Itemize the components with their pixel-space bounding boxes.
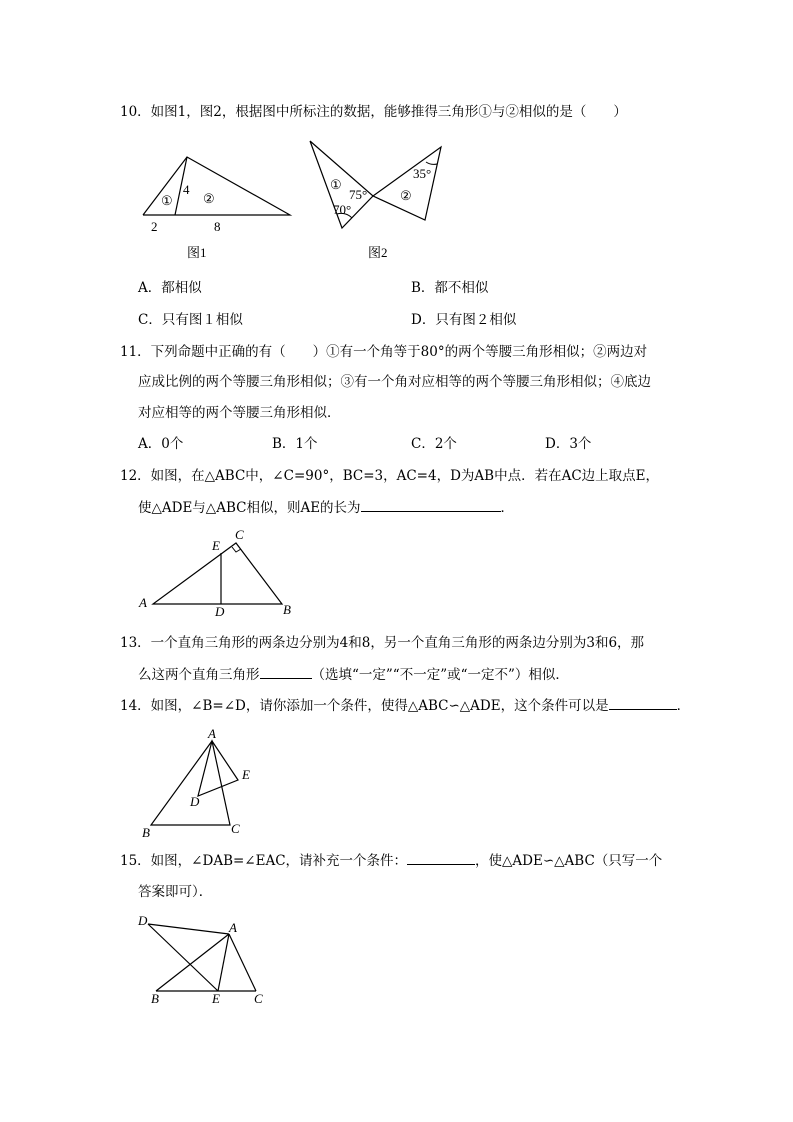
q11-line-1: 11．下列命题中正确的有（ ）①有一个角等于80°的两个等腰三角形相似；②两边对 [120, 344, 648, 360]
q15-point-e: E [212, 991, 220, 1006]
fig2-angle-35: 35° [413, 166, 432, 181]
q10-option-d: D．只有图２相似 [411, 312, 517, 328]
q11-option-d: D．3个 [545, 436, 592, 452]
fig2-angle-70: 70° [333, 202, 352, 217]
q13-line-2-end: （选填“一定”“不一定”或“一定不”）相似． [311, 667, 569, 683]
fig2-label-2: ② [400, 188, 412, 203]
q15-line-2: 答案即可）． [138, 884, 213, 900]
q14-point-b: B [142, 825, 150, 840]
q12-line-1: 12．如图，在△ABC中，∠C=90°，BC=3，AC=4，D为AB中点．若在AC边上取点E， [120, 468, 659, 484]
q14-point-e: E [242, 767, 250, 782]
fig1-side-8: 8 [214, 219, 221, 234]
q14-line-1-text: 14．如图，∠B=∠D，请你添加一个条件，使得△ABC∽△ADE，这个条件可以是 [120, 698, 609, 714]
q15-line-1-end: ，使△ADE∽△ABC（只写一个 [475, 853, 663, 869]
q15-point-c: C [254, 991, 263, 1006]
q15-point-d: D [138, 913, 148, 928]
q12-point-a: A [139, 595, 147, 610]
q11-line-3: 对应相等的两个等腰三角形相似． [138, 405, 341, 421]
q11-option-c: C．2个 [411, 436, 457, 452]
q15-point-a: A [229, 920, 237, 935]
q15-line-1-text: 15．如图，∠DAB=∠EAC，请补充一个条件： [120, 853, 408, 869]
fig2-angle-75: 75° [349, 187, 368, 202]
q12-line-2-text: 使△ADE与△ABC相似，则AE的长为 [138, 500, 361, 516]
q10-stem: 10．如图1，图2，根据图中所标注的数据，能够推得三角形①与②相似的是（ ） [120, 104, 627, 120]
q11-option-a: A．0个 [138, 436, 184, 452]
q10-option-b: B．都不相似 [411, 280, 489, 296]
q14-point-c: C [231, 821, 240, 836]
q14-point-d: D [190, 794, 200, 809]
q12-point-b: B [283, 602, 291, 617]
q12-line-2-end: ． [500, 500, 515, 516]
fig1-caption: 图1 [187, 245, 207, 260]
q10-option-a: A．都相似 [138, 280, 202, 296]
fig2-label-1: ① [330, 177, 342, 192]
q13-line-2-text: 么这两个直角三角形 [138, 667, 260, 683]
fig1-label-1: ① [161, 193, 173, 208]
q12-point-d: D [215, 604, 225, 619]
q12-point-e: E [212, 538, 220, 553]
q15-point-b: B [151, 991, 159, 1006]
fig2-caption: 图2 [368, 245, 388, 260]
q11-line-2: 应成比例的两个等腰三角形相似；③有一个角对应相等的两个等腰三角形相似；④底边 [138, 374, 651, 390]
q10-option-c: C．只有图１相似 [138, 312, 243, 328]
q13-line-1: 13．一个直角三角形的两条边分别为4和8，另一个直角三角形的两条边分别为3和6，那 [120, 635, 645, 651]
q14-line-1-end: ． [676, 698, 691, 714]
fig1-side-2: 2 [151, 219, 158, 234]
q12-point-c: C [235, 527, 244, 542]
q11-option-b: B．1个 [272, 436, 318, 452]
fig1-label-2: ② [203, 191, 215, 206]
q14-point-a: A [208, 726, 216, 741]
fig1-side-4: 4 [183, 182, 190, 197]
